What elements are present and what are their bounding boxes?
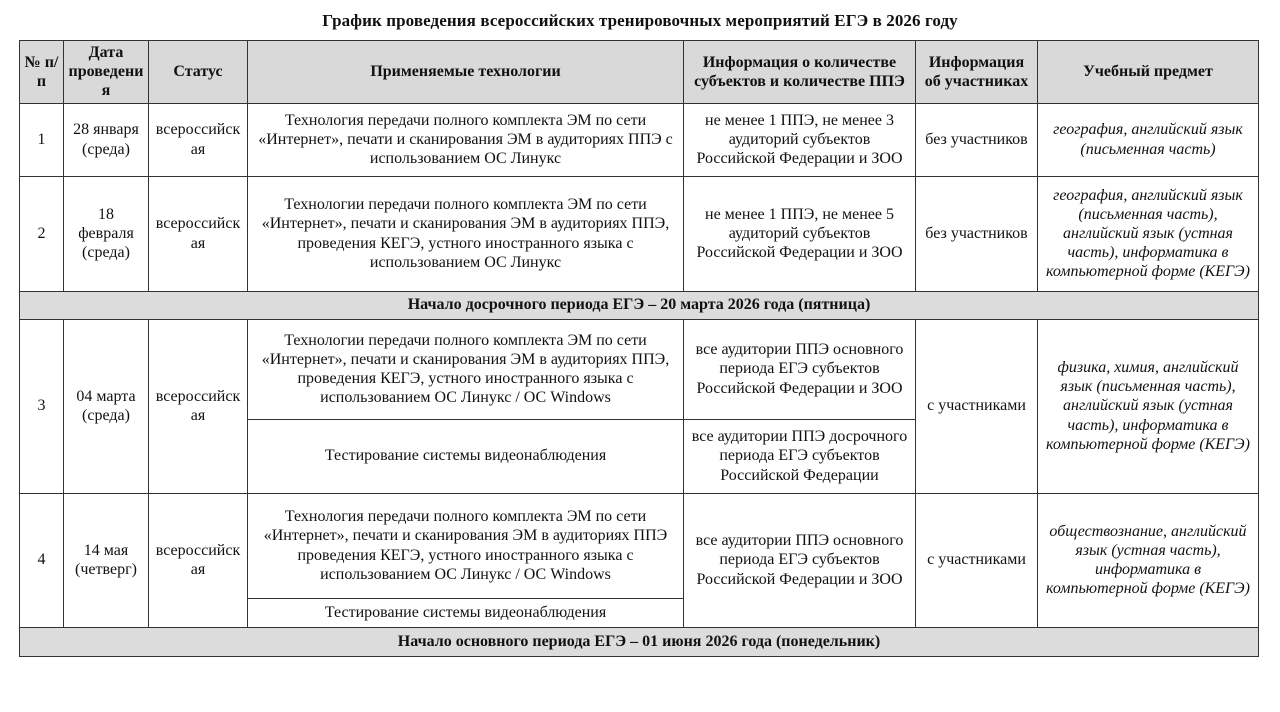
cell-r3-tech2: Тестирование системы видеонаблюдения — [248, 419, 684, 493]
schedule-table — [19, 40, 1259, 657]
cell-r1-count: не менее 1 ППЭ, не менее 3 аудиторий субъектов Российской Федерации и ЗОО — [684, 103, 916, 176]
cell-r1-tech: Технология передачи полного комплекта ЭМ по сети «Интернет», печати и сканирования ЭМ в аудиториях ППЭ с использованием ОС Линукс — [248, 103, 684, 176]
cell-r3-count1: все аудитории ППЭ основного периода ЕГЭ субъектов Российской Федерации и ЗОО — [684, 319, 916, 419]
cell-r4-tech1: Технология передачи полного комплекта ЭМ по сети «Интернет», печати и сканирования ЭМ в аудиториях ППЭ проведения КЕГЭ, устного иностранного языка с использованием ОС Линукс / ОС Windows — [248, 493, 684, 598]
cell-r1-num: 1 — [20, 103, 64, 176]
cell-r2-participants: без участников — [916, 176, 1038, 291]
cell-r4-participants: с участниками — [916, 493, 1038, 627]
cell-r1-participants: без участников — [916, 103, 1038, 176]
cell-r3-num: 3 — [20, 319, 64, 493]
col-header-date: Дата проведения — [64, 41, 149, 104]
divider-row-early-period — [20, 291, 1259, 319]
divider-early-period-label: Начало досрочного периода ЕГЭ – 20 марта 2026 года (пятница) — [20, 291, 1259, 319]
cell-r2-count: не менее 1 ППЭ, не менее 5 аудиторий субъектов Российской Федерации и ЗОО — [684, 176, 916, 291]
header-row — [20, 41, 1259, 104]
cell-r2-num: 2 — [20, 176, 64, 291]
col-header-count: Информация о количестве субъектов и количестве ППЭ — [684, 41, 916, 104]
col-header-status: Статус — [149, 41, 248, 104]
cell-r4-count: все аудитории ППЭ основного периода ЕГЭ субъектов Российской Федерации и ЗОО — [684, 493, 916, 627]
cell-r2-date: 18 февраля (среда) — [64, 176, 149, 291]
col-header-participants: Информация об участниках — [916, 41, 1038, 104]
cell-r2-tech: Технологии передачи полного комплекта ЭМ по сети «Интернет», печати и сканирования ЭМ в аудиториях ППЭ, проведения КЕГЭ, устного иностранного языка с использованием ОС Линукс — [248, 176, 684, 291]
table-row-1 — [20, 103, 1259, 176]
col-header-tech: Применяемые технологии — [248, 41, 684, 104]
divider-row-main-period — [20, 627, 1259, 656]
cell-r3-count2: все аудитории ППЭ досрочного периода ЕГЭ субъектов Российской Федерации — [684, 419, 916, 493]
cell-r3-tech1: Технологии передачи полного комплекта ЭМ по сети «Интернет», печати и сканирования ЭМ в аудиториях ППЭ, проведения КЕГЭ, устного иностранного языка с использованием ОС Линукс / ОС Windows — [248, 319, 684, 419]
cell-r3-subject: физика, химия, английский язык (письменная часть), английский язык (устная часть), информатика в компьютерной форме (КЕГЭ) — [1038, 319, 1259, 493]
cell-r2-status: всероссийская — [149, 176, 248, 291]
cell-r4-tech2: Тестирование системы видеонаблюдения — [248, 598, 684, 627]
cell-r4-status: всероссийская — [149, 493, 248, 627]
cell-r4-subject: обществознание, английский язык (устная часть), информатика в компьютерной форме (КЕГЭ) — [1038, 493, 1259, 627]
cell-r3-date: 04 марта (среда) — [64, 319, 149, 493]
divider-main-period-label: Начало основного периода ЕГЭ – 01 июня 2026 года (понедельник) — [20, 627, 1259, 656]
table-row-3a — [20, 319, 1259, 419]
cell-r1-date: 28 января (среда) — [64, 103, 149, 176]
table-row-4a — [20, 493, 1259, 598]
table-row-2 — [20, 176, 1259, 291]
cell-r2-subject: география, английский язык (письменная часть), английский язык (устная часть), информатика в компьютерной форме (КЕГЭ) — [1038, 176, 1259, 291]
cell-r1-status: всероссийская — [149, 103, 248, 176]
col-header-num: № п/п — [20, 41, 64, 104]
cell-r3-status: всероссийская — [149, 319, 248, 493]
col-header-subject: Учебный предмет — [1038, 41, 1259, 104]
cell-r1-subject: география, английский язык (письменная часть) — [1038, 103, 1259, 176]
cell-r4-date: 14 мая (четверг) — [64, 493, 149, 627]
cell-r4-num: 4 — [20, 493, 64, 627]
cell-r3-participants: с участниками — [916, 319, 1038, 493]
page-title: График проведения всероссийских тренировочных мероприятий ЕГЭ в 2026 году — [322, 11, 958, 30]
